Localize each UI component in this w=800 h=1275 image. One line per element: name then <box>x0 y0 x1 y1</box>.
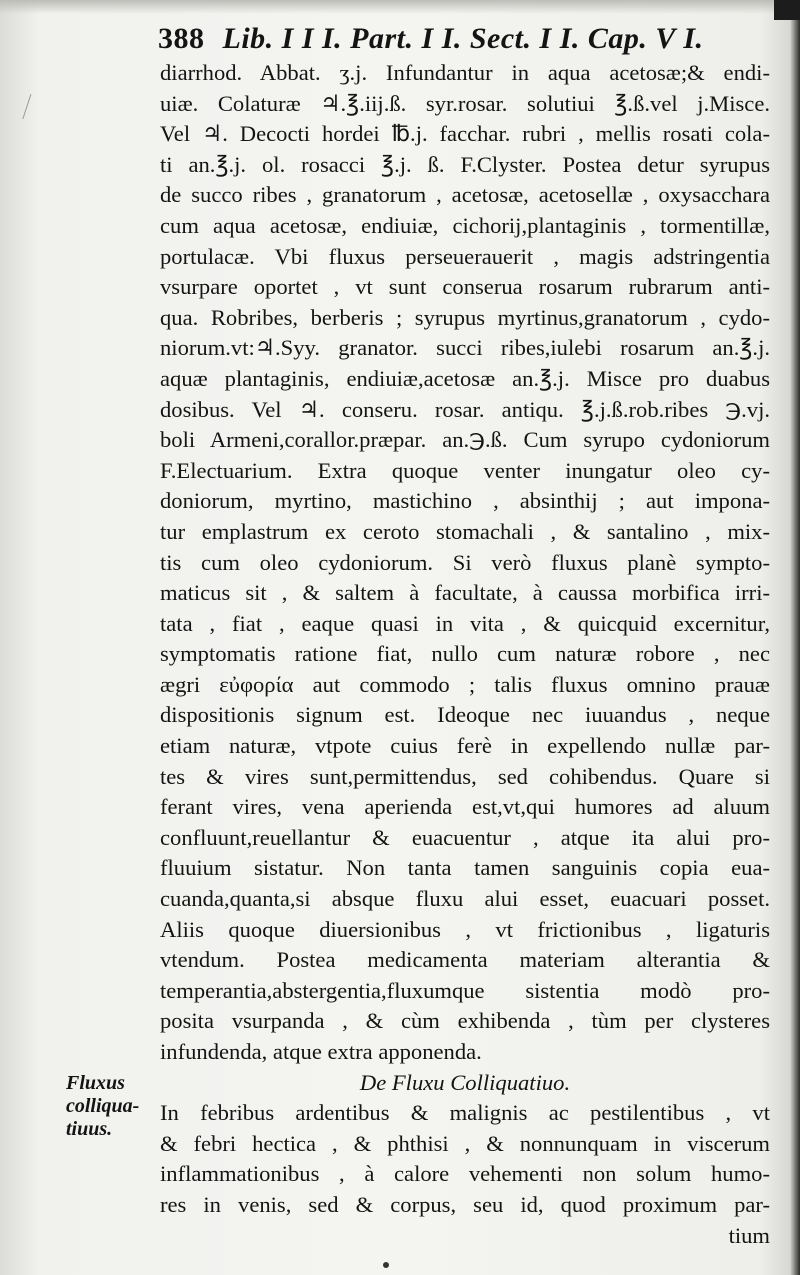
text-line: niorum.vt:♃.Syy. granator. succi ribes,iulebi rosarum an.℥.j. <box>160 335 770 361</box>
text-line: uiæ. Colaturæ ♃.℥.iij.ß. syr.rosar. solutiui ℥.ß.vel j.Misce. <box>160 90 770 116</box>
text-line: vsurpare oportet , vt sunt conserua rosarum rubrarum anti- <box>160 274 770 300</box>
text-line: Vel ♃. Decocti hordei ℔.j. facchar. rubri , mellis rosati cola- <box>160 121 770 147</box>
body-paragraph <box>160 58 770 1068</box>
margin-note-line: colliqua- <box>66 1095 140 1117</box>
main-text <box>160 58 770 1251</box>
margin-note <box>66 1072 156 1141</box>
text-line: dispositionis signum est. Ideoque nec iuuandus , neque <box>160 702 770 728</box>
text-line: vtendum. Postea medicamenta materiam alterantia & <box>160 947 770 973</box>
margin-note-line: tiuus. <box>66 1118 113 1140</box>
paper-mark <box>22 94 46 124</box>
text-line: boli Armeni,corallor.præpar. an.℈.ß. Cum syrupo cydoniorum <box>160 427 770 453</box>
text-line: Aliis quoque diuersionibus , vt frictionibus , ligaturis <box>160 916 770 942</box>
text-line: F.Electuarium. Extra quoque venter inungatur oleo cy- <box>160 457 770 483</box>
text-line: symptomatis ratione fiat, nullo cum naturæ robore , nec <box>160 641 770 667</box>
text-line: infundenda, atque extra apponenda. <box>160 1039 482 1064</box>
page-corner-shadow <box>774 0 800 20</box>
text-line: temperantia,abstergentia,fluxumque sistentia modò pro- <box>160 977 770 1003</box>
text-line: cuanda,quanta,si absque fluxu alui esset, euacuari posset. <box>160 886 770 912</box>
text-line: fluuium sistatur. Non tanta tamen sanguinis copia eua- <box>160 855 770 881</box>
text-line: inflammationibus , à calore vehementi non solum humo- <box>160 1161 770 1187</box>
section-paragraph <box>160 1098 770 1220</box>
text-line: ægri εὐφορία aut commodo ; talis fluxus omnino prauæ <box>160 671 770 697</box>
margin-note-line: Fluxus <box>66 1072 125 1094</box>
text-line: qua. Robribes, berberis ; syrupus myrtinus,granatorum , cydo- <box>160 304 770 330</box>
text-line: portulacæ. Vbi fluxus perseuerauerit , magis adstringentia <box>160 243 770 269</box>
text-line: confluunt,reuellantur & euacuentur , atque ita alui pro- <box>160 824 770 850</box>
section-heading: De Fluxu Colliquatiuo. <box>359 1069 571 1095</box>
text-line: ferant vires, vena aperienda est,vt,qui humores ad aluum <box>160 794 770 820</box>
text-line: tur emplastrum ex ceroto stomachali , & santalino , mix- <box>160 518 770 544</box>
page-right-shadow <box>790 0 800 1275</box>
text-line: tes & vires sunt,permittendus, sed cohibendus. Quare si <box>160 763 770 789</box>
running-title: Lib. I I I. Part. I I. Sect. I I. Cap. V I. <box>222 22 704 55</box>
running-head <box>158 22 718 56</box>
text-line: res in venis, sed & corpus, seu id, quod proximum par- <box>160 1191 770 1217</box>
text-line: cum aqua acetosæ, endiuiæ, cichorij,plantaginis , tormentillæ, <box>160 212 770 238</box>
text-line: maticus sit , & saltem à facultate, à caussa morbifica irri- <box>160 580 770 606</box>
page-number: 388 <box>158 22 205 55</box>
text-line: In febribus ardentibus & malignis ac pestilentibus , vt <box>160 1100 770 1126</box>
text-line: diarrhod. Abbat. ʒ.j. Infundantur in aqua acetosæ;& endi- <box>160 60 770 85</box>
text-line: posita vsurpanda , & cùm exhibenda , tùm per clysteres <box>160 1008 770 1034</box>
text-line: etiam naturæ, vtpote cuius ferè in expellendo nullæ par- <box>160 733 770 759</box>
text-line: doniorum, myrtino, mastichino , absinthij ; aut imponа- <box>160 488 770 514</box>
ink-dot <box>383 1262 389 1268</box>
text-line: aquæ plantaginis, endiuiæ,acetosæ an.℥.j. Misce pro duabus <box>160 365 770 391</box>
text-line: tata , fiat , eaque quasi in vita , & quicquid excernitur, <box>160 610 770 636</box>
page-top-shadow <box>0 0 800 14</box>
text-line: de succo ribes , granatorum , acetosæ, acetosellæ , oxysacchara <box>160 182 770 208</box>
text-line: ti an.℥.j. ol. rosacci ℥.j. ß. F.Clyster. Postea detur syrupus <box>160 151 770 177</box>
text-line: tis cum oleo cydoniorum. Si verò fluxus planè sympto- <box>160 549 770 575</box>
text-line: dosibus. Vel ♃. conseru. rosar. antiqu. ℥.j.ß.rob.ribes ℈.vj. <box>160 396 770 422</box>
catchword: tium <box>728 1222 770 1248</box>
text-line: & febri hectica , & phthisi , & nonnunquam in viscerum <box>160 1130 770 1156</box>
